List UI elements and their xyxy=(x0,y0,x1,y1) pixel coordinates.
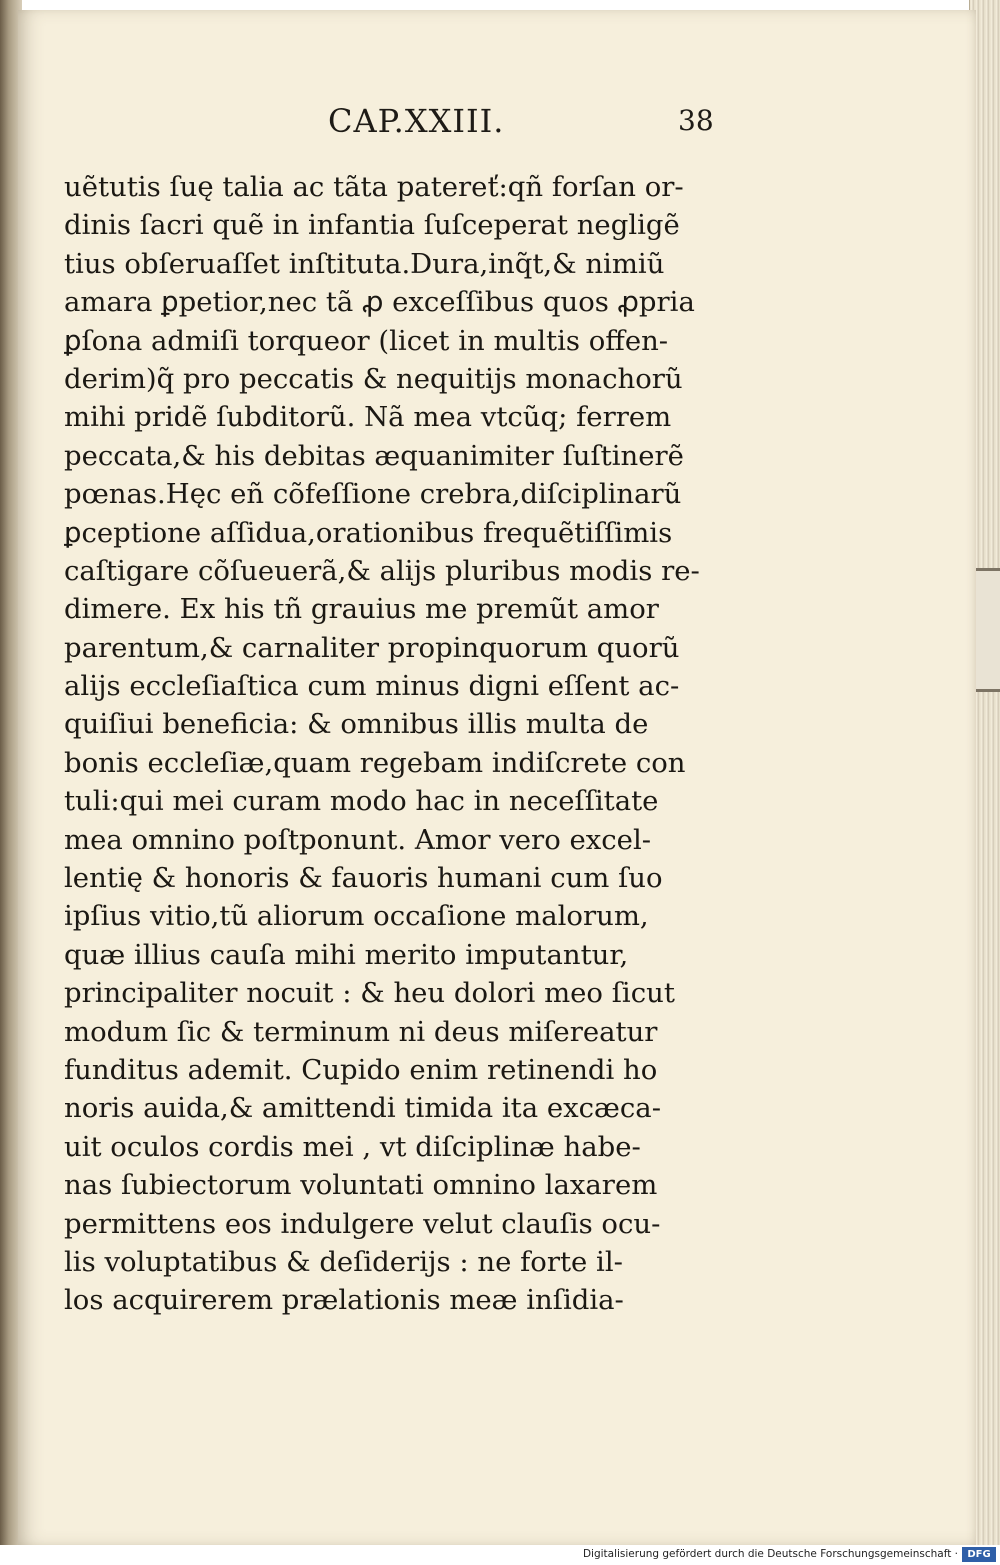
text-line: amara ꝑpetior,nec tã ꝓ exceſſibus quos ꝓpria xyxy=(64,286,695,319)
text-line: permittens eos indulgere velut clauſis ocu- xyxy=(64,1207,661,1240)
text-line: lis voluptatibus & deſiderijs : ne forte il- xyxy=(64,1245,623,1278)
text-line: quæ illius cauſa mihi merito imputantur, xyxy=(64,938,629,971)
text-line: uẽtutis ſuę talia ac tãta patereť:qñ forſan or- xyxy=(64,171,684,203)
funding-credit: Digitalisierung gefördert durch die Deutsche Forschungsgemeinschaft · xyxy=(582,1548,958,1560)
page-number: 38 xyxy=(678,104,714,137)
body-text xyxy=(64,168,754,1320)
text-line: ipſius vitio,tũ aliorum occaſione malorum, xyxy=(64,900,649,933)
text-line: principaliter nocuit : & heu dolori meo ſicut xyxy=(64,977,675,1010)
text-line: ꝑceptione aſſidua,orationibus frequẽtiſſimis xyxy=(64,516,673,549)
text-line: noris auida,& amittendi timida ita excæca- xyxy=(64,1092,661,1125)
text-line: mihi pridẽ ſubditorũ. Nã mea vtcũq; ferrem xyxy=(64,401,672,434)
text-line: caſtigare cõſueuerã,& alijs pluribus modis re- xyxy=(64,554,700,587)
text-line: bonis eccleſiæ,quam regebam indiſcrete con xyxy=(64,746,686,779)
dfg-logo: DFG xyxy=(962,1547,996,1562)
text-line: derim)q̃ pro peccatis & nequitijs monachorũ xyxy=(64,362,683,395)
running-header xyxy=(18,102,976,150)
text-line: uit oculos cordis mei , vt diſciplinæ habe- xyxy=(64,1130,641,1163)
text-line: nas ſubiectorum voluntati omnino laxarem xyxy=(64,1169,658,1202)
text-line: modum ſic & terminum ni deus miſereatur xyxy=(64,1015,658,1048)
text-line: mea omnino poſtponunt. Amor vero excel- xyxy=(64,823,652,856)
text-line: pœnas.Hęc eñ cõfeſſione crebra,diſciplinarũ xyxy=(64,478,682,511)
text-line: quiſiui beneficia: & omnibus illis multa de xyxy=(64,708,649,741)
text-line: peccata,& his debitas æquanimiter ſuſtinerẽ xyxy=(64,439,684,472)
text-line: funditus ademit. Cupido enim retinendi ho xyxy=(64,1053,658,1086)
text-line: tuli:qui mei curam modo hac in neceſſitate xyxy=(64,785,659,818)
text-line: dinis ſacri quẽ in infantia ſuſceperat negligẽ xyxy=(64,209,680,242)
text-line: lentię & honoris & fauoris humani cum ſuo xyxy=(64,862,663,895)
book-page xyxy=(18,10,976,1545)
text-line: dimere. Ex his tñ grauius me premũt amor xyxy=(64,593,659,626)
text-line: parentum,& carnaliter propinquorum quorũ xyxy=(64,631,680,664)
text-line: tius obſeruaſſet inſtituta.Dura,inq̃t,& nimiũ xyxy=(64,247,665,280)
text-line: ꝑſona admiſi torqueor (licet in multis offen- xyxy=(64,324,669,357)
digitization-footer xyxy=(0,1545,1000,1565)
text-line: los acquirerem prælationis meæ inſidia- xyxy=(64,1284,624,1317)
chapter-heading: CAP.XXIII. xyxy=(328,102,505,140)
text-line: alijs eccleſiaſtica cum minus digni eſſent ac- xyxy=(64,670,680,703)
